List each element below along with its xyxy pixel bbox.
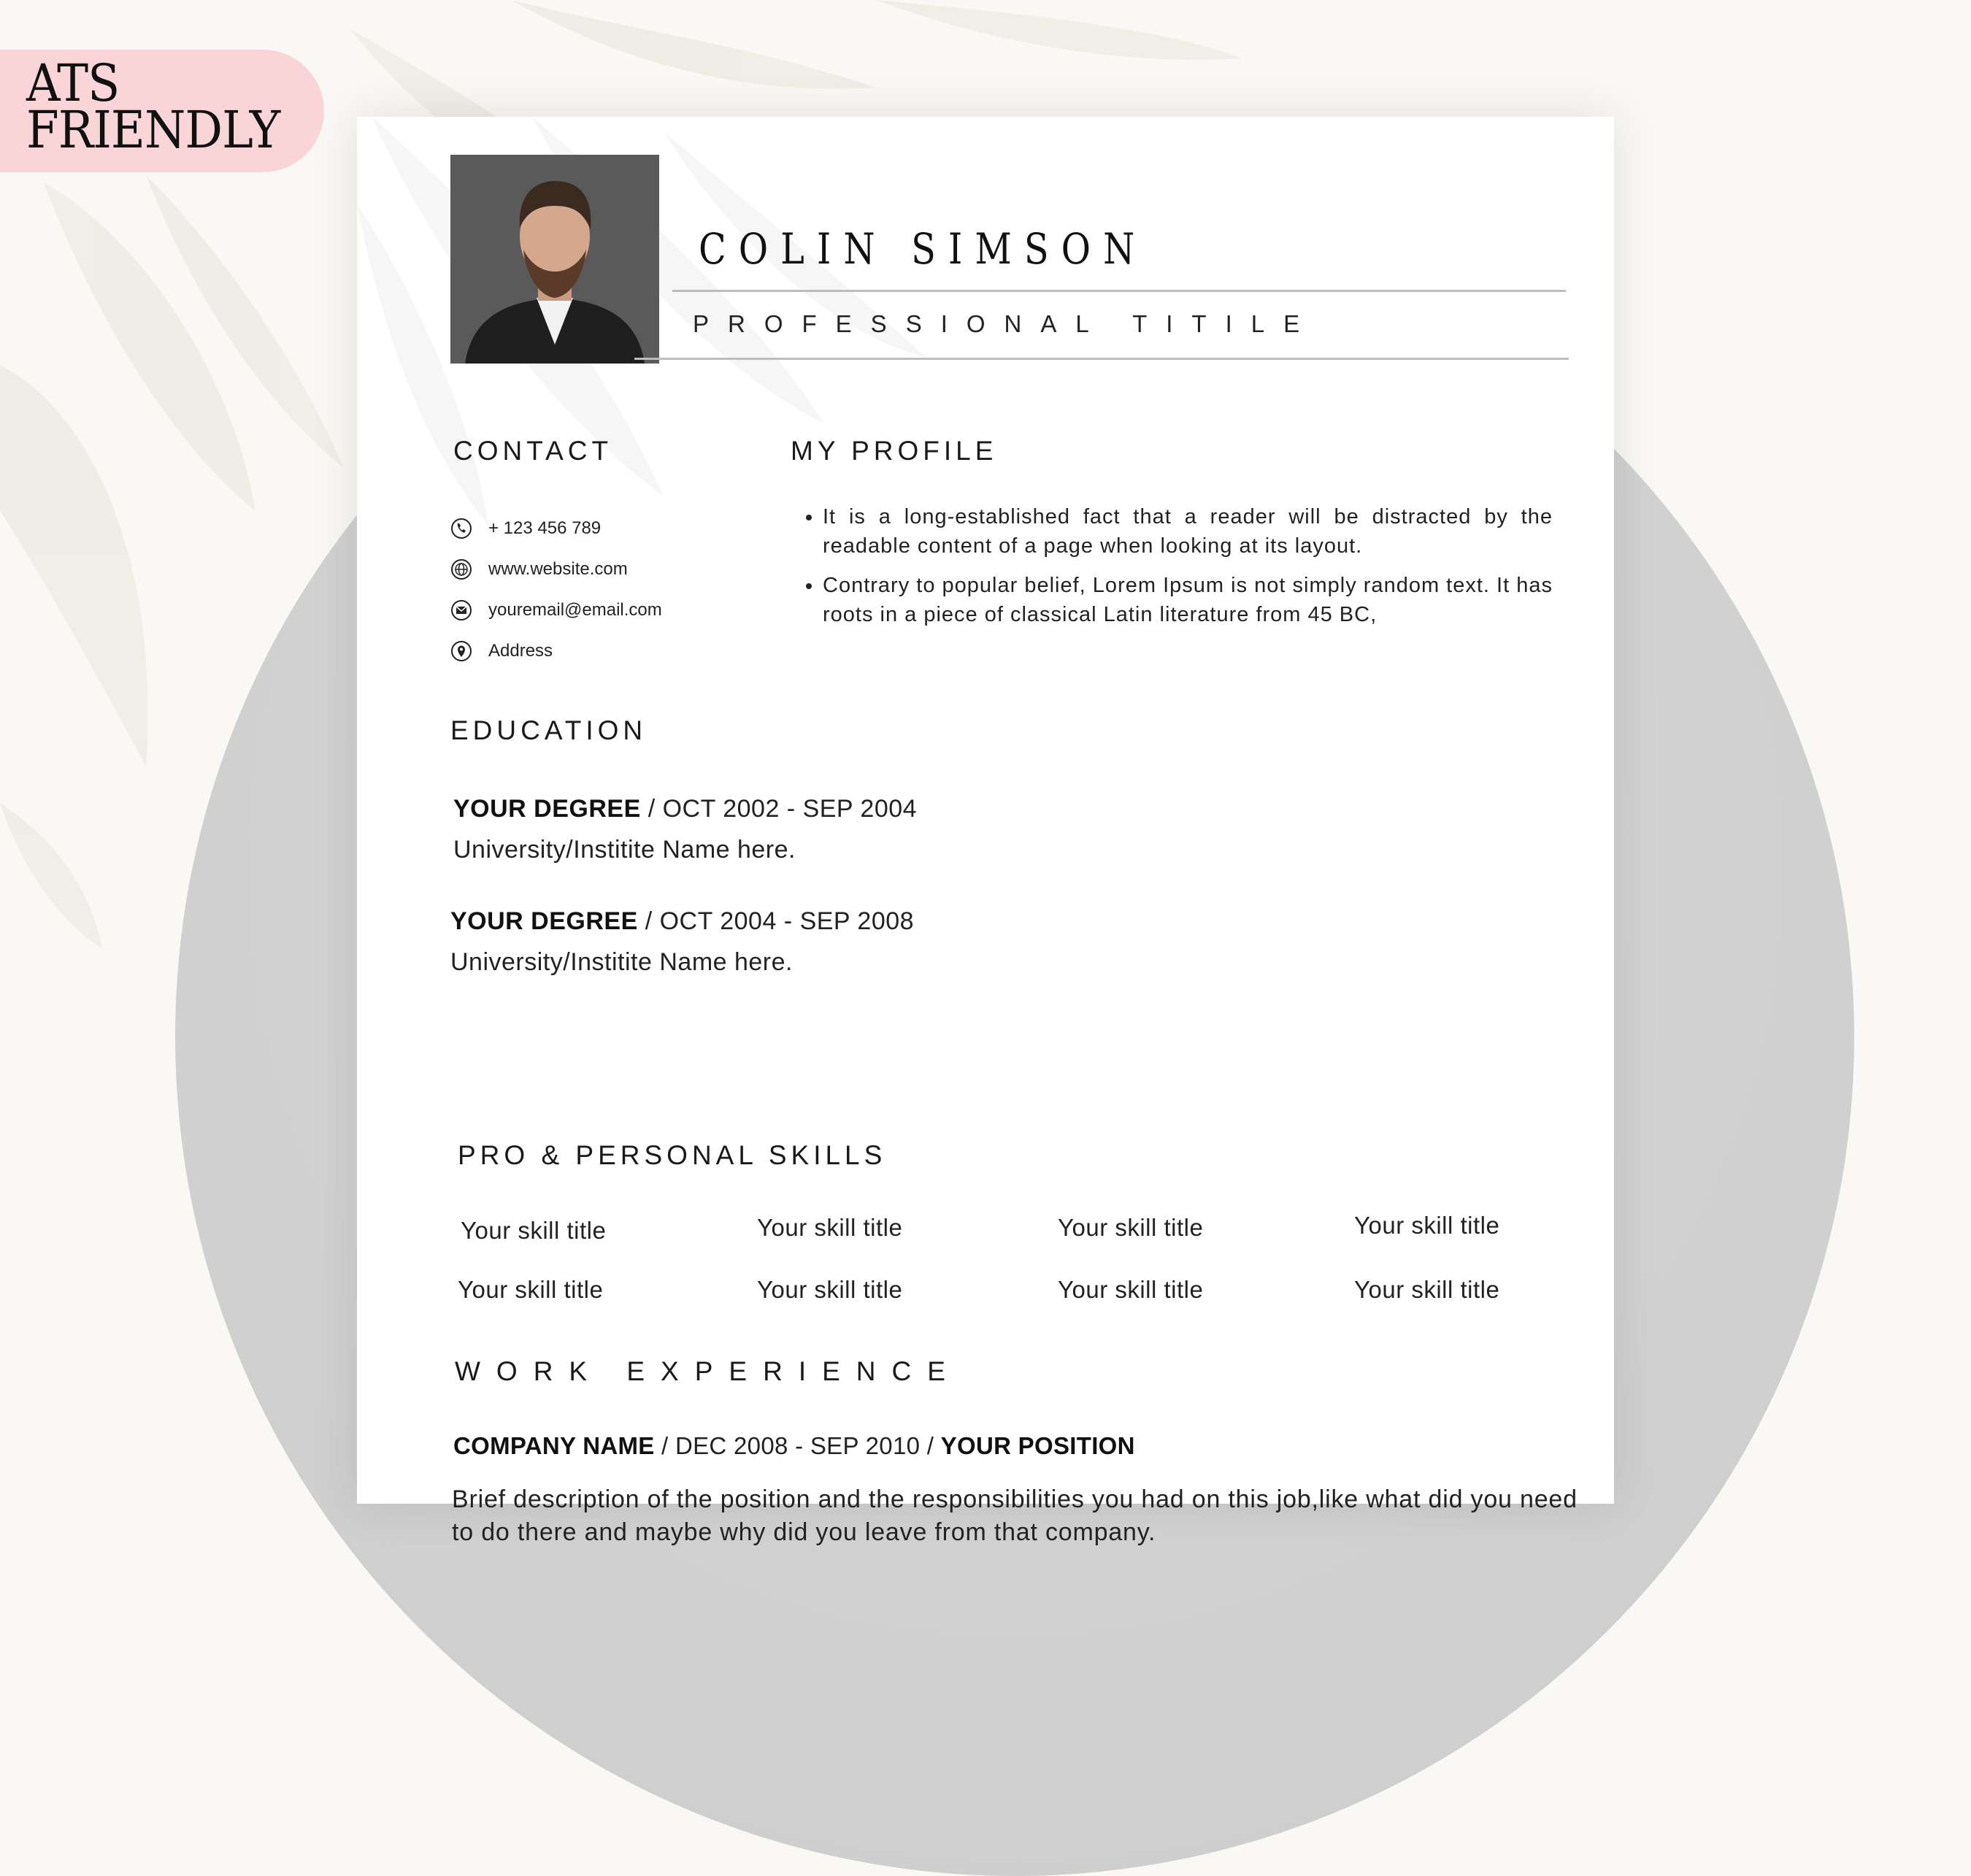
education-degree: YOUR DEGREE xyxy=(453,795,641,823)
contact-phone-text: + 123 456 789 xyxy=(488,518,602,538)
skill-item: Your skill title xyxy=(1354,1212,1500,1239)
skill-item: Your skill title xyxy=(1058,1276,1204,1303)
contact-address xyxy=(450,631,662,672)
badge-line-1: ATS xyxy=(26,53,120,113)
badge-line-2: FRIENDLY xyxy=(26,100,280,160)
contact-email xyxy=(450,590,662,631)
resume-page xyxy=(357,117,1614,1546)
name-divider-top xyxy=(672,290,1566,292)
profile-heading: MY PROFILE xyxy=(791,436,998,466)
contact-email-text: youremail@email.com xyxy=(488,600,662,620)
profile-bullet: • It is a long-established fact that a reader will be distracted by the readable content of a page when looking at its layout. xyxy=(823,502,1553,561)
education-school: University/Institite Name here. xyxy=(453,836,796,864)
contact-heading: CONTACT xyxy=(453,436,613,466)
work-company: COMPANY NAME xyxy=(453,1432,655,1459)
resume-name: COLIN SIMSON xyxy=(699,223,1148,274)
profile-bullets xyxy=(795,502,1553,639)
professional-title: PROFESSIONAL TITILE xyxy=(693,310,1319,337)
skill-item: Your skill title xyxy=(1058,1214,1204,1241)
skill-item: Your skill title xyxy=(461,1217,607,1244)
education-entry xyxy=(450,901,914,983)
ats-friendly-label xyxy=(26,53,280,160)
skill-item: Your skill title xyxy=(757,1214,903,1241)
skills-heading: PRO & PERSONAL SKILLS xyxy=(458,1140,887,1170)
phone-icon xyxy=(450,518,472,539)
education-dates: / OCT 2002 - SEP 2004 xyxy=(648,795,918,823)
work-dates: / DEC 2008 - SEP 2010 / xyxy=(654,1432,941,1459)
education-entry xyxy=(453,788,917,870)
skill-item: Your skill title xyxy=(458,1276,604,1303)
education-degree: YOUR DEGREE xyxy=(450,907,638,935)
location-pin-icon xyxy=(450,640,472,662)
name-divider-bottom xyxy=(634,358,1569,360)
education-heading: EDUCATION xyxy=(450,715,648,745)
skill-item: Your skill title xyxy=(1354,1276,1500,1303)
contact-phone xyxy=(450,508,662,549)
work-entry-header xyxy=(453,1432,1135,1460)
contact-website-text: www.website.com xyxy=(488,559,628,579)
contact-website xyxy=(450,549,662,590)
contact-list xyxy=(450,508,662,672)
profile-photo xyxy=(450,155,659,364)
work-position: YOUR POSITION xyxy=(940,1432,1135,1459)
contact-address-text: Address xyxy=(488,641,553,661)
work-heading: WORK EXPERIENCE xyxy=(455,1356,961,1386)
email-icon xyxy=(450,599,472,621)
education-school: University/Institite Name here. xyxy=(450,948,793,976)
skill-item: Your skill title xyxy=(757,1276,903,1303)
globe-icon xyxy=(450,558,472,580)
education-degree-line xyxy=(453,788,917,829)
work-description: Brief description of the position and the responsibilities you had on this job,like what did you need to do there and maybe why did you leave from that company. xyxy=(452,1485,1578,1546)
education-dates: / OCT 2004 - SEP 2008 xyxy=(645,907,915,935)
education-degree-line xyxy=(450,901,914,942)
profile-bullet: • Contrary to popular belief, Lorem Ipsum is not simply random text. It has roots in a piece of classical Latin literature from 45 BC, xyxy=(823,571,1553,629)
